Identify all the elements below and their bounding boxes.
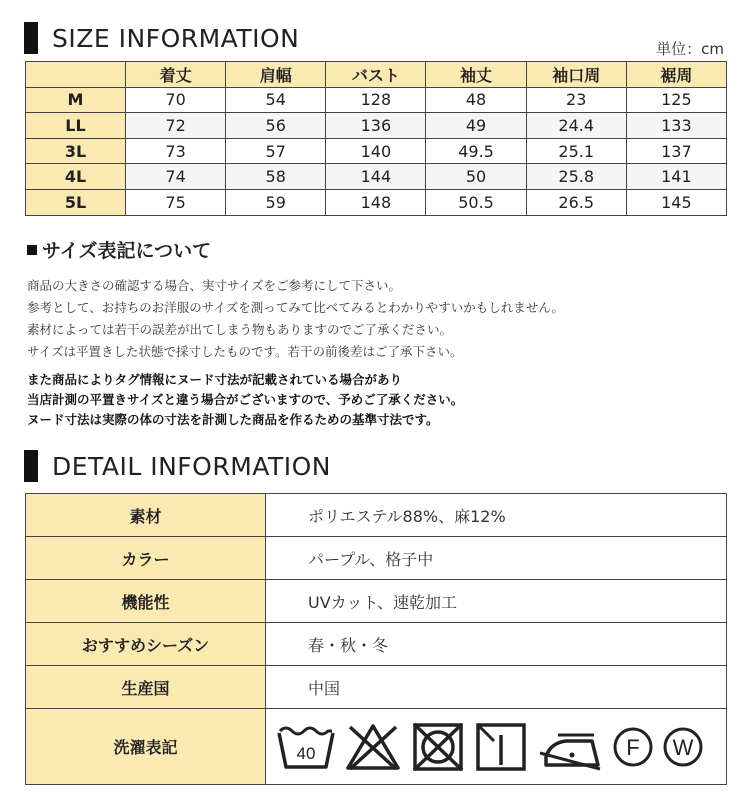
table-cell: 137: [626, 138, 726, 164]
table-row: [26, 87, 727, 113]
table-cell: 136: [326, 113, 426, 139]
no-tumble-dry-icon: [410, 721, 466, 773]
note-line: 素材によっては若干の誤差が出てしまう物もありますのでご了承ください。: [27, 322, 453, 337]
table-cell: 23: [526, 87, 626, 113]
table-row: [26, 138, 727, 164]
table-cell: 70: [126, 87, 226, 113]
table-cell: 148: [326, 189, 426, 215]
detail-value: パープル、格子中: [266, 537, 727, 580]
note-line: 参考として、お持ちのお洋服のサイズを測ってみて比べてみるとわかりやすいかもしれません。: [27, 300, 565, 315]
detail-row: [26, 623, 727, 666]
table-cell: 56: [226, 113, 326, 139]
table-cell: 125: [626, 87, 726, 113]
dry-clean-f-icon: [612, 726, 654, 768]
table-cell: 141: [626, 164, 726, 190]
table-cell: 54: [226, 87, 326, 113]
detail-label: 生産国: [26, 666, 266, 709]
size-notice-title: [27, 236, 211, 263]
wet-clean-w-icon: [662, 726, 704, 768]
size-notes: [27, 275, 564, 363]
size-section-header: [24, 22, 299, 54]
table-cell: 144: [326, 164, 426, 190]
bold-note-line: また商品によりタグ情報にヌード寸法が記載されている場合があり: [27, 372, 403, 387]
detail-label: 洗濯表記: [26, 709, 266, 785]
unit-label: 単位：cm: [656, 40, 724, 58]
wet-clean-w-label: W: [672, 734, 694, 760]
table-cell: 24.4: [526, 113, 626, 139]
table-cell: 74: [126, 164, 226, 190]
column-header: 着丈: [126, 62, 226, 88]
bold-note-line: 当店計測の平置きサイズと違う場合がございますので、予めご了承ください。: [27, 392, 464, 407]
row-label: 3L: [26, 138, 126, 164]
detail-row: [26, 537, 727, 580]
dry-clean-f-label: F: [626, 734, 640, 760]
table-cell: 25.8: [526, 164, 626, 190]
size-table-corner: [26, 62, 126, 88]
column-header: バスト: [326, 62, 426, 88]
size-table-header-row: [26, 62, 727, 88]
detail-label: 素材: [26, 494, 266, 537]
table-cell: 50: [426, 164, 526, 190]
table-cell: 75: [126, 189, 226, 215]
wash-icons-cell: [266, 709, 727, 785]
line-dry-icon: [474, 721, 528, 773]
table-row: [26, 189, 727, 215]
column-header: 袖口周: [526, 62, 626, 88]
column-header: 裾周: [626, 62, 726, 88]
detail-label: 機能性: [26, 580, 266, 623]
bold-notes: [27, 370, 463, 430]
table-cell: 73: [126, 138, 226, 164]
detail-section-header: [24, 450, 331, 482]
iron-low-icon: [536, 721, 604, 773]
column-header: 肩幅: [226, 62, 326, 88]
table-cell: 145: [626, 189, 726, 215]
wash-temp-label: 40: [296, 743, 316, 763]
table-cell: 48: [426, 87, 526, 113]
row-label: LL: [26, 113, 126, 139]
table-cell: 59: [226, 189, 326, 215]
header-bar: [24, 22, 38, 54]
note-line: 商品の大きさの確認する場合、実寸サイズをご参考にして下さい。: [27, 278, 402, 293]
size-notice-title-text: サイズ表記について: [42, 240, 212, 262]
no-bleach-icon: [344, 721, 402, 773]
row-label: 5L: [26, 189, 126, 215]
table-cell: 49: [426, 113, 526, 139]
detail-row: [26, 666, 727, 709]
detail-value: 中国: [266, 666, 727, 709]
column-header: 袖丈: [426, 62, 526, 88]
table-row: [26, 164, 727, 190]
detail-label: カラー: [26, 537, 266, 580]
table-cell: 133: [626, 113, 726, 139]
table-cell: 72: [126, 113, 226, 139]
row-label: M: [26, 87, 126, 113]
table-cell: 140: [326, 138, 426, 164]
detail-value: 春・秋・冬: [266, 623, 727, 666]
detail-row-wash: [26, 709, 727, 785]
wash-icons: [266, 721, 726, 773]
detail-value: ポリエステル88%、麻12%: [266, 494, 727, 537]
header-bar: [24, 450, 38, 482]
size-table: [25, 61, 727, 216]
table-cell: 57: [226, 138, 326, 164]
detail-label: おすすめシーズン: [26, 623, 266, 666]
table-cell: 50.5: [426, 189, 526, 215]
note-line: サイズは平置きした状態で採寸したものです。若干の前後差はご了承下さい。: [27, 344, 463, 359]
size-section-title: SIZE INFORMATION: [52, 23, 300, 53]
table-cell: 26.5: [526, 189, 626, 215]
bold-note-line: ヌード寸法は実際の体の寸法を計測した商品を作るための基準寸法です。: [27, 412, 439, 427]
detail-value: UVカット、速乾加工: [266, 580, 727, 623]
square-bullet-icon: [27, 245, 37, 255]
row-label: 4L: [26, 164, 126, 190]
wash-tub-40-icon: [276, 721, 336, 773]
table-cell: 128: [326, 87, 426, 113]
detail-row: [26, 494, 727, 537]
detail-section-title: DETAIL INFORMATION: [52, 451, 331, 481]
table-cell: 25.1: [526, 138, 626, 164]
detail-row: [26, 580, 727, 623]
table-cell: 49.5: [426, 138, 526, 164]
table-cell: 58: [226, 164, 326, 190]
detail-table: [25, 493, 727, 785]
table-row: [26, 113, 727, 139]
